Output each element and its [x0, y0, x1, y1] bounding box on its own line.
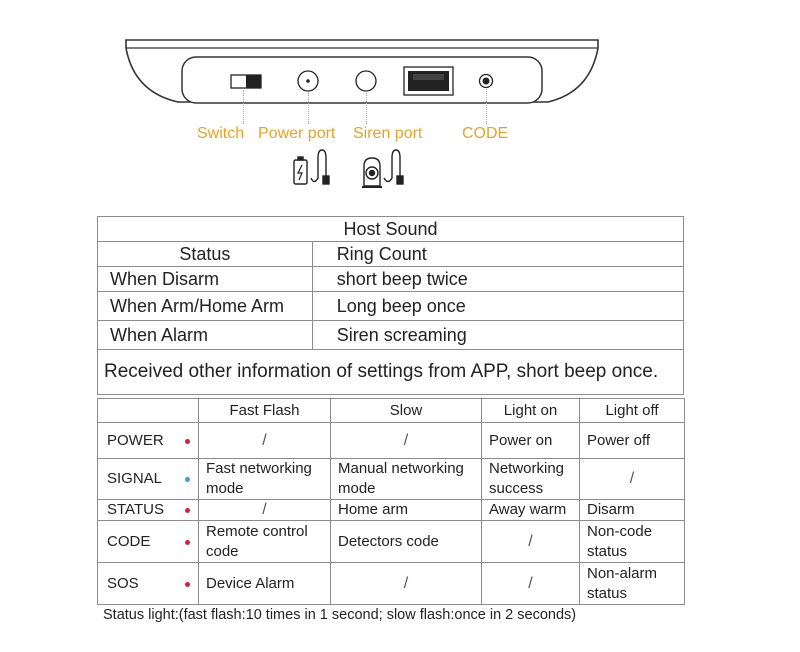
power-leader	[308, 93, 309, 124]
siren-plug-icon	[362, 150, 403, 187]
light-cell: Home arm	[331, 500, 482, 521]
red-dot-icon	[185, 540, 190, 545]
fast-flash-header: Fast Flash	[199, 399, 331, 423]
slow-header: Slow	[331, 399, 482, 423]
blue-dot-icon	[185, 477, 190, 482]
corner-header	[98, 399, 199, 423]
light-cell: Networking success	[482, 459, 580, 500]
code-label: CODE	[462, 125, 509, 142]
power-row-label	[98, 423, 199, 459]
status-cell: When Disarm	[98, 267, 313, 292]
light-cell: Detectors code	[331, 521, 482, 563]
ring-count-header: Ring Count	[312, 242, 683, 267]
light-cell: Fast networking mode	[199, 459, 331, 500]
row-name: STATUS	[107, 501, 164, 518]
light-on-header: Light on	[482, 399, 580, 423]
slash-cell: /	[482, 563, 580, 605]
status-cell: When Alarm	[98, 321, 313, 350]
slash-cell: /	[199, 500, 331, 521]
code-leader	[486, 89, 487, 124]
red-dot-icon	[185, 439, 190, 444]
light-cell: Non-code status	[580, 521, 685, 563]
code-button	[480, 75, 493, 88]
light-cell: Manual networking mode	[331, 459, 482, 500]
light-off-header: Light off	[580, 399, 685, 423]
light-cell: Disarm	[580, 500, 685, 521]
power-port	[298, 71, 318, 91]
light-cell: Away warm	[482, 500, 580, 521]
slash-cell: /	[580, 459, 685, 500]
row-name: SOS	[107, 574, 139, 592]
host-sound-note: Received other information of settings from APP, short beep once.	[98, 350, 684, 395]
device-back-panel	[0, 0, 800, 200]
network-port	[404, 67, 453, 95]
row-name: CODE	[107, 532, 151, 550]
switch-port	[231, 75, 261, 88]
switch-label: Switch	[197, 125, 245, 142]
siren-leader	[366, 93, 367, 124]
ring-cell: short beep twice	[312, 267, 683, 292]
slash-cell: /	[331, 563, 482, 605]
host-sound-table	[97, 216, 684, 395]
slash-cell: /	[331, 423, 482, 459]
status-cell: When Arm/Home Arm	[98, 292, 313, 321]
red-dot-icon	[185, 582, 190, 587]
light-cell: Non-alarm status	[580, 563, 685, 605]
red-dot-icon	[185, 508, 190, 513]
status-light-table	[97, 398, 685, 605]
light-cell: Power off	[580, 423, 685, 459]
footer-note: Status light:(fast flash:10 times in 1 second; slow flash:once in 2 seconds)	[103, 607, 577, 623]
light-cell: Device Alarm	[199, 563, 331, 605]
code-row-label	[98, 521, 199, 563]
battery-plug-icon	[294, 150, 329, 184]
ring-cell: Long beep once	[312, 292, 683, 321]
power-port-label: Power port	[258, 125, 336, 142]
status-header: Status	[98, 242, 313, 267]
status-row-label	[98, 500, 199, 521]
row-name: POWER	[107, 431, 164, 449]
switch-leader	[243, 90, 244, 124]
host-sound-title: Host Sound	[98, 217, 684, 242]
slash-cell: /	[199, 423, 331, 459]
row-name: SIGNAL	[107, 470, 163, 487]
light-cell: Remote control code	[199, 521, 331, 563]
ring-cell: Siren screaming	[312, 321, 683, 350]
light-cell: Power on	[482, 423, 580, 459]
siren-port-label: Siren port	[353, 125, 423, 142]
sos-row-label	[98, 563, 199, 605]
siren-port	[356, 71, 376, 91]
slash-cell: /	[482, 521, 580, 563]
signal-row-label	[98, 459, 199, 500]
